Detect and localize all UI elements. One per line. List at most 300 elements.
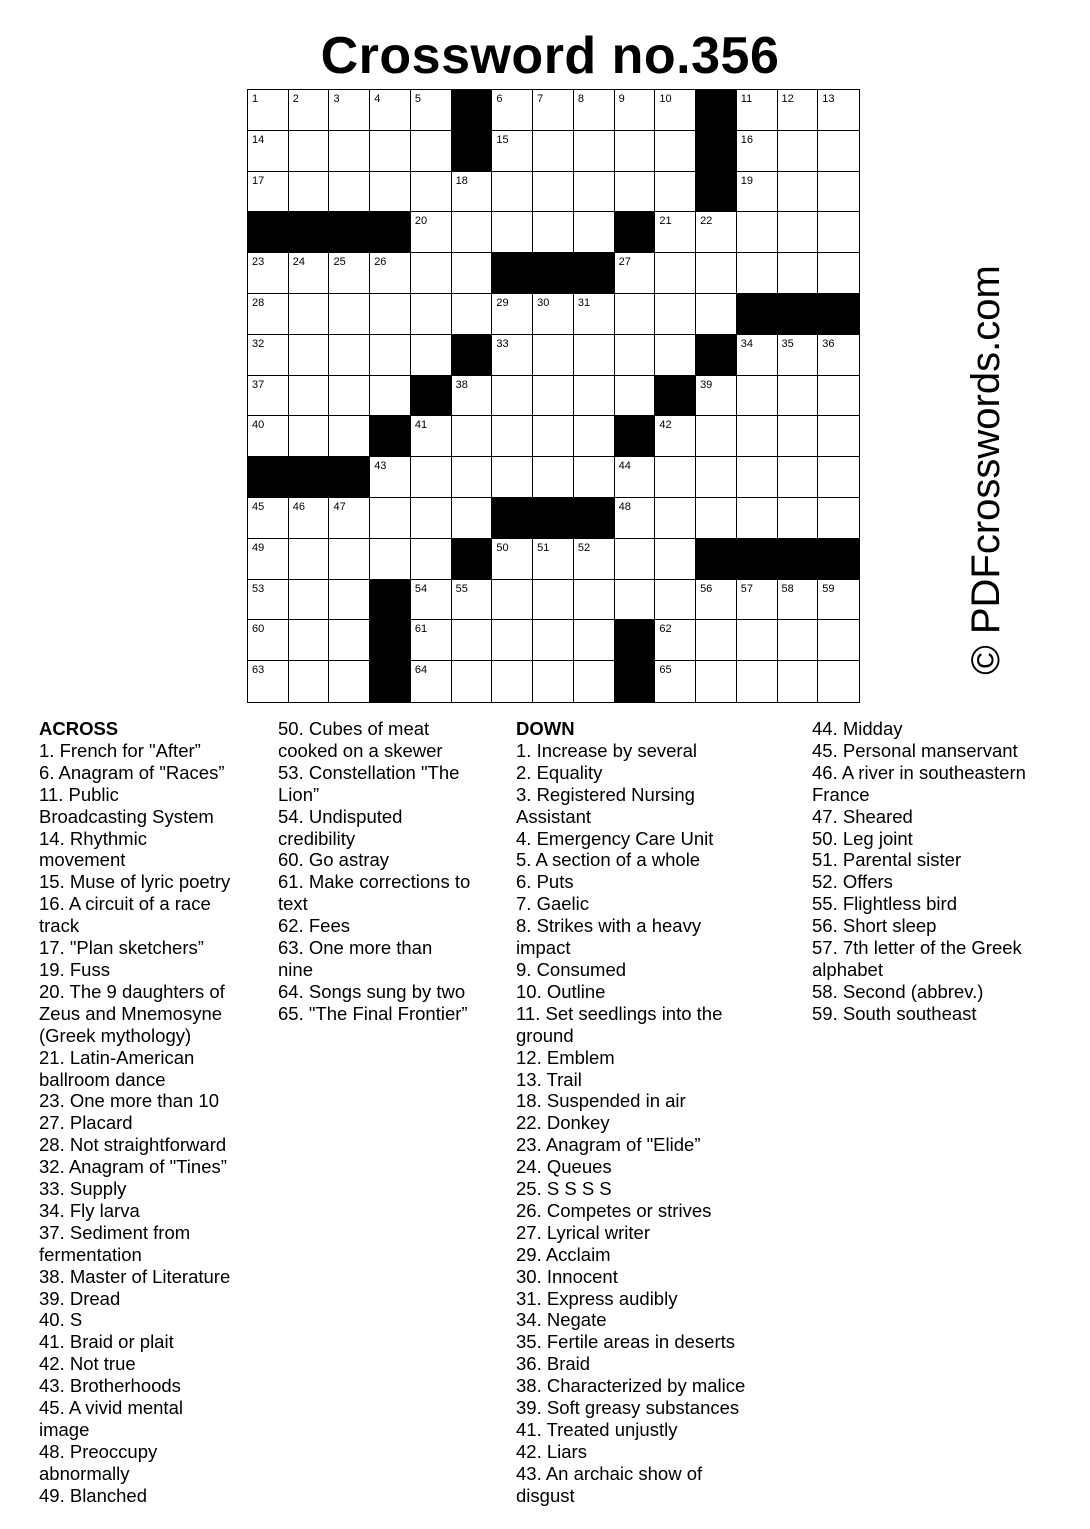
grid-cell[interactable] xyxy=(655,172,696,213)
grid-cell[interactable] xyxy=(818,376,859,417)
grid-cell[interactable] xyxy=(289,253,330,294)
grid-cell[interactable] xyxy=(329,661,370,702)
clue-number: 20 xyxy=(414,215,428,228)
grid-cell[interactable] xyxy=(818,212,859,253)
clue-number: 4 xyxy=(374,93,381,105)
grid-cell[interactable] xyxy=(329,620,370,661)
grid-cell[interactable] xyxy=(492,172,533,213)
block-cell xyxy=(737,539,778,580)
grid-cell[interactable] xyxy=(737,131,778,172)
grid-cell[interactable] xyxy=(818,498,859,539)
grid-cell[interactable] xyxy=(411,539,452,580)
grid-cell[interactable] xyxy=(778,335,819,376)
grid-cell[interactable] xyxy=(248,90,289,131)
grid-cell[interactable] xyxy=(248,172,289,213)
grid-cell[interactable] xyxy=(289,131,330,172)
grid-cell[interactable] xyxy=(615,335,656,376)
grid-cell[interactable] xyxy=(655,335,696,376)
grid-cell[interactable] xyxy=(248,661,289,702)
grid-cell[interactable] xyxy=(696,294,737,335)
grid-cell[interactable] xyxy=(818,335,859,376)
grid-cell[interactable] xyxy=(818,416,859,457)
clue-line: 50. Leg joint xyxy=(812,827,913,849)
grid-cell[interactable] xyxy=(615,253,656,294)
grid-cell[interactable] xyxy=(778,661,819,702)
grid-cell[interactable] xyxy=(329,90,370,131)
grid-cell[interactable] xyxy=(533,131,574,172)
grid-cell[interactable] xyxy=(492,539,533,580)
grid-cell[interactable] xyxy=(411,294,452,335)
grid-cell[interactable] xyxy=(778,416,819,457)
grid-cell[interactable] xyxy=(289,580,330,621)
grid-cell[interactable] xyxy=(411,498,452,539)
block-cell xyxy=(289,457,330,498)
grid-cell[interactable] xyxy=(248,539,289,580)
grid-cell[interactable] xyxy=(411,212,452,253)
clue-line: 27. Lyrical writer xyxy=(516,1221,650,1243)
clue-number: 6 xyxy=(496,93,503,105)
grid-cell[interactable] xyxy=(329,539,370,580)
clue-number: 60 xyxy=(252,623,265,636)
grid-cell[interactable] xyxy=(655,131,696,172)
grid-cell[interactable] xyxy=(737,498,778,539)
clue-line: 64. Songs sung by two xyxy=(278,980,466,1002)
clue-number: 50 xyxy=(496,541,509,554)
clue-line: 16. A circuit of a race xyxy=(39,893,211,915)
clue-line: 27. Placard xyxy=(39,1112,133,1134)
clue-line: 14. Rhythmic xyxy=(39,827,147,849)
grid-cell[interactable] xyxy=(248,253,289,294)
clue-line: 61. Make corrections to xyxy=(278,871,471,893)
grid-cell[interactable] xyxy=(411,457,452,498)
clue-number: 18 xyxy=(455,174,468,187)
clue-line: 45. A vivid mental xyxy=(39,1397,183,1419)
clue-number: 3 xyxy=(333,93,340,105)
clue-number: 65 xyxy=(659,664,672,677)
block-cell xyxy=(248,212,289,253)
grid-cell[interactable] xyxy=(329,580,370,621)
grid-cell[interactable] xyxy=(248,620,289,661)
block-cell xyxy=(452,539,493,580)
grid-cell[interactable] xyxy=(737,376,778,417)
grid-cell[interactable] xyxy=(696,416,737,457)
clue-number: 21 xyxy=(659,215,672,228)
grid-cell[interactable] xyxy=(492,620,533,661)
grid-cell[interactable] xyxy=(411,131,452,172)
grid-cell[interactable] xyxy=(370,539,411,580)
grid-cell[interactable] xyxy=(370,294,411,335)
clue-line: alphabet xyxy=(812,958,883,980)
clue-line: 40. S xyxy=(39,1309,83,1331)
grid-cell[interactable] xyxy=(329,131,370,172)
grid-cell[interactable] xyxy=(533,620,574,661)
block-cell xyxy=(696,90,737,131)
clue-number: 11 xyxy=(740,93,753,105)
grid-cell[interactable] xyxy=(492,335,533,376)
grid-cell[interactable] xyxy=(818,172,859,213)
block-cell xyxy=(615,212,656,253)
clue-line: 44. Midday xyxy=(812,718,903,739)
grid-cell[interactable] xyxy=(329,294,370,335)
clue-line: ground xyxy=(516,1024,574,1046)
clue-line: 63. One more than xyxy=(278,937,433,959)
clue-number: 63 xyxy=(252,664,265,677)
clue-number: 28 xyxy=(252,296,265,309)
grid-cell[interactable] xyxy=(778,620,819,661)
clue-line: nine xyxy=(278,958,313,980)
clue-line: 43. An archaic show of xyxy=(516,1462,703,1484)
grid-cell[interactable] xyxy=(737,620,778,661)
clue-column-down-2 xyxy=(812,718,1026,1025)
clue-number: 42 xyxy=(659,419,672,432)
grid-cell[interactable] xyxy=(452,498,493,539)
section-heading: ACROSS xyxy=(39,718,119,739)
grid-cell[interactable] xyxy=(411,253,452,294)
grid-cell[interactable] xyxy=(778,131,819,172)
clue-line: 38. Characterized by malice xyxy=(516,1375,746,1397)
clue-line: 22. Donkey xyxy=(516,1112,610,1134)
grid-cell[interactable] xyxy=(370,172,411,213)
block-cell xyxy=(452,335,493,376)
grid-cell[interactable] xyxy=(696,253,737,294)
clue-line: 48. Preoccupy xyxy=(39,1440,158,1462)
clue-line: 41. Braid or plait xyxy=(39,1331,174,1353)
grid-cell[interactable] xyxy=(411,172,452,213)
grid-cell[interactable] xyxy=(452,620,493,661)
clue-line: 17. "Plan sketchers” xyxy=(39,937,204,959)
clue-line: text xyxy=(278,893,308,915)
grid-cell[interactable] xyxy=(574,416,615,457)
grid-cell[interactable] xyxy=(737,253,778,294)
clue-number: 13 xyxy=(822,93,835,105)
grid-cell[interactable] xyxy=(615,172,656,213)
clue-number: 41 xyxy=(414,419,428,432)
puzzle-title: Crossword no.356 xyxy=(320,27,780,85)
grid-cell[interactable] xyxy=(615,457,656,498)
grid-cell[interactable] xyxy=(492,294,533,335)
block-cell xyxy=(696,539,737,580)
grid-cell[interactable] xyxy=(370,498,411,539)
grid-cell[interactable] xyxy=(655,539,696,580)
grid-cell[interactable] xyxy=(411,620,452,661)
clue-line: 30. Innocent xyxy=(516,1265,618,1287)
clue-number: 7 xyxy=(537,93,544,105)
clue-number: 45 xyxy=(252,500,265,513)
block-cell xyxy=(248,457,289,498)
grid-cell[interactable] xyxy=(655,457,696,498)
block-cell xyxy=(370,580,411,621)
grid-cell[interactable] xyxy=(778,212,819,253)
grid-cell[interactable] xyxy=(289,620,330,661)
grid-cell[interactable] xyxy=(329,172,370,213)
grid-cell[interactable] xyxy=(411,416,452,457)
grid-cell[interactable] xyxy=(737,416,778,457)
grid-cell[interactable] xyxy=(655,498,696,539)
grid-cell[interactable] xyxy=(574,620,615,661)
grid-cell[interactable] xyxy=(533,457,574,498)
grid-cell[interactable] xyxy=(737,457,778,498)
grid-cell[interactable] xyxy=(615,376,656,417)
grid-cell[interactable] xyxy=(574,539,615,580)
clue-number: 17 xyxy=(252,174,265,187)
grid-cell[interactable] xyxy=(289,661,330,702)
grid-cell[interactable] xyxy=(492,416,533,457)
grid-cell[interactable] xyxy=(737,335,778,376)
grid-cell[interactable] xyxy=(411,90,452,131)
clue-line: 46. A river in southeastern xyxy=(812,761,1026,783)
grid-cell[interactable] xyxy=(411,580,452,621)
grid-cell[interactable] xyxy=(289,294,330,335)
grid-cell[interactable] xyxy=(452,580,493,621)
grid-cell[interactable] xyxy=(452,376,493,417)
grid-cell[interactable] xyxy=(492,131,533,172)
clue-line: 47. Sheared xyxy=(812,805,913,827)
grid-cell[interactable] xyxy=(696,580,737,621)
grid-cell[interactable] xyxy=(289,376,330,417)
grid-cell[interactable] xyxy=(615,90,656,131)
grid-cell[interactable] xyxy=(411,661,452,702)
clue-line: 45. Personal manservant xyxy=(812,739,1018,761)
clue-line: 26. Competes or strives xyxy=(516,1199,712,1221)
clue-line: 6. Anagram of "Races” xyxy=(39,761,225,783)
grid-cell[interactable] xyxy=(289,416,330,457)
block-cell xyxy=(370,620,411,661)
grid-cell[interactable] xyxy=(574,335,615,376)
grid-cell[interactable] xyxy=(737,212,778,253)
block-cell xyxy=(370,661,411,702)
grid-cell[interactable] xyxy=(452,212,493,253)
clue-line: 1. French for "After” xyxy=(39,739,201,761)
grid-cell[interactable] xyxy=(370,131,411,172)
grid-cell[interactable] xyxy=(533,376,574,417)
clue-line: 53. Constellation "The xyxy=(278,761,460,783)
clue-line: 20. The 9 daughters of xyxy=(39,980,225,1002)
grid-cell[interactable] xyxy=(248,416,289,457)
grid-cell[interactable] xyxy=(818,131,859,172)
block-cell xyxy=(574,498,615,539)
clue-line: 11. Set seedlings into the xyxy=(516,1002,723,1024)
grid-cell[interactable] xyxy=(818,580,859,621)
grid-cell[interactable] xyxy=(289,335,330,376)
grid-cell[interactable] xyxy=(248,335,289,376)
clue-line: 37. Sediment from xyxy=(39,1221,191,1243)
grid-cell[interactable] xyxy=(615,131,656,172)
clue-number: 54 xyxy=(414,582,428,595)
grid-cell[interactable] xyxy=(615,539,656,580)
clue-line: 6. Puts xyxy=(516,871,574,893)
grid-cell[interactable] xyxy=(370,90,411,131)
grid-cell[interactable] xyxy=(615,294,656,335)
clue-number: 31 xyxy=(577,296,591,309)
clue-line: credibility xyxy=(278,827,356,849)
grid-cell[interactable] xyxy=(818,620,859,661)
grid-cell[interactable] xyxy=(533,90,574,131)
grid-cell[interactable] xyxy=(452,253,493,294)
grid-cell[interactable] xyxy=(289,90,330,131)
grid-cell[interactable] xyxy=(778,498,819,539)
grid-cell[interactable] xyxy=(778,172,819,213)
clue-number: 30 xyxy=(537,296,550,309)
clue-number: 14 xyxy=(252,133,265,146)
grid-cell[interactable] xyxy=(492,580,533,621)
grid-cell[interactable] xyxy=(574,294,615,335)
clue-line: France xyxy=(812,783,870,805)
clue-line: 8. Strikes with a heavy xyxy=(516,915,702,937)
grid-cell[interactable] xyxy=(329,498,370,539)
clue-number: 25 xyxy=(333,256,346,269)
grid-cell[interactable] xyxy=(574,457,615,498)
grid-cell[interactable] xyxy=(533,172,574,213)
grid-cell[interactable] xyxy=(492,457,533,498)
grid-cell[interactable] xyxy=(533,661,574,702)
grid-cell[interactable] xyxy=(248,376,289,417)
grid-cell[interactable] xyxy=(778,580,819,621)
grid-cell[interactable] xyxy=(818,457,859,498)
block-cell xyxy=(492,498,533,539)
grid-cell[interactable] xyxy=(696,661,737,702)
grid-cell[interactable] xyxy=(289,498,330,539)
grid-cell[interactable] xyxy=(655,253,696,294)
grid-cell[interactable] xyxy=(329,376,370,417)
clue-line: 7. Gaelic xyxy=(516,893,590,915)
block-cell xyxy=(778,294,819,335)
grid-cell[interactable] xyxy=(655,416,696,457)
clue-line: 42. Liars xyxy=(516,1440,587,1462)
grid-cell[interactable] xyxy=(452,294,493,335)
clue-line: 65. "The Final Frontier” xyxy=(278,1002,468,1024)
grid-cell[interactable] xyxy=(737,90,778,131)
grid-cell[interactable] xyxy=(655,620,696,661)
clue-line: image xyxy=(39,1419,90,1440)
grid-cell[interactable] xyxy=(370,376,411,417)
grid-cell[interactable] xyxy=(452,661,493,702)
grid-cell[interactable] xyxy=(778,253,819,294)
block-cell xyxy=(492,253,533,294)
clue-number: 9 xyxy=(618,93,625,105)
clue-number: 38 xyxy=(455,378,468,391)
grid-cell[interactable] xyxy=(615,498,656,539)
block-cell xyxy=(411,376,452,417)
grid-cell[interactable] xyxy=(655,661,696,702)
clue-line: 11. Public xyxy=(39,783,119,805)
grid-cell[interactable] xyxy=(329,253,370,294)
grid-cell[interactable] xyxy=(655,90,696,131)
grid-cell[interactable] xyxy=(818,90,859,131)
clue-number: 49 xyxy=(252,541,265,554)
grid-cell[interactable] xyxy=(818,661,859,702)
grid-cell[interactable] xyxy=(615,580,656,621)
grid-cell[interactable] xyxy=(533,335,574,376)
grid-cell[interactable] xyxy=(248,580,289,621)
clue-number: 27 xyxy=(618,256,631,269)
grid-cell[interactable] xyxy=(492,661,533,702)
clue-line: 55. Flightless bird xyxy=(812,893,957,915)
grid-cell[interactable] xyxy=(778,457,819,498)
clue-number: 22 xyxy=(700,215,713,228)
grid-cell[interactable] xyxy=(492,212,533,253)
clue-line: 21. Latin-American xyxy=(39,1046,195,1068)
grid-cell[interactable] xyxy=(492,90,533,131)
grid-cell[interactable] xyxy=(533,212,574,253)
grid-cell[interactable] xyxy=(248,131,289,172)
grid-cell[interactable] xyxy=(574,376,615,417)
grid-cell[interactable] xyxy=(655,212,696,253)
grid-cell[interactable] xyxy=(737,172,778,213)
grid-cell[interactable] xyxy=(370,457,411,498)
clue-column-across-1 xyxy=(39,718,230,1507)
block-cell xyxy=(615,416,656,457)
grid-cell[interactable] xyxy=(533,539,574,580)
clue-number: 23 xyxy=(252,256,265,269)
grid-cell[interactable] xyxy=(533,294,574,335)
grid-cell[interactable] xyxy=(370,335,411,376)
grid-cell[interactable] xyxy=(574,172,615,213)
clue-number: 61 xyxy=(414,623,428,636)
grid-cell[interactable] xyxy=(696,620,737,661)
grid-cell[interactable] xyxy=(533,580,574,621)
clue-line: ballroom dance xyxy=(39,1068,166,1090)
grid-cell[interactable] xyxy=(492,376,533,417)
grid-cell[interactable] xyxy=(737,580,778,621)
clue-line: 58. Second (abbrev.) xyxy=(812,980,984,1002)
grid-cell[interactable] xyxy=(411,335,452,376)
grid-cell[interactable] xyxy=(248,498,289,539)
block-cell xyxy=(452,131,493,172)
grid-cell[interactable] xyxy=(329,335,370,376)
clue-line: Zeus and Mnemosyne xyxy=(39,1002,223,1024)
clue-line: 5. A section of a whole xyxy=(516,849,701,871)
grid-cell[interactable] xyxy=(452,457,493,498)
grid-cell[interactable] xyxy=(248,294,289,335)
grid-cell[interactable] xyxy=(655,294,696,335)
grid-cell[interactable] xyxy=(574,661,615,702)
grid-cell[interactable] xyxy=(696,376,737,417)
clue-number: 10 xyxy=(659,93,672,105)
clue-line: 23. Anagram of "Elide” xyxy=(516,1134,701,1156)
grid-cell[interactable] xyxy=(818,253,859,294)
clue-line: 60. Go astray xyxy=(278,849,390,871)
grid-cell[interactable] xyxy=(329,416,370,457)
block-cell xyxy=(289,212,330,253)
grid-cell[interactable] xyxy=(655,580,696,621)
grid-cell[interactable] xyxy=(778,376,819,417)
clue-line: Lion” xyxy=(278,783,320,805)
grid-cell[interactable] xyxy=(737,661,778,702)
grid-cell[interactable] xyxy=(696,498,737,539)
grid-cell[interactable] xyxy=(696,457,737,498)
grid-cell[interactable] xyxy=(452,416,493,457)
grid-cell[interactable] xyxy=(574,580,615,621)
grid-cell[interactable] xyxy=(533,416,574,457)
grid-cell[interactable] xyxy=(574,131,615,172)
grid-cell[interactable] xyxy=(696,212,737,253)
clue-line: 35. Fertile areas in deserts xyxy=(516,1331,736,1353)
grid-cell[interactable] xyxy=(289,539,330,580)
grid-cell[interactable] xyxy=(452,172,493,213)
grid-cell[interactable] xyxy=(574,90,615,131)
grid-cell[interactable] xyxy=(778,90,819,131)
block-cell xyxy=(737,294,778,335)
grid-cell[interactable] xyxy=(289,172,330,213)
clue-line: track xyxy=(39,915,80,937)
grid-cell[interactable] xyxy=(574,212,615,253)
clue-line: 54. Undisputed xyxy=(278,805,403,827)
clue-number: 56 xyxy=(700,582,713,595)
grid-cell[interactable] xyxy=(370,253,411,294)
clue-number: 40 xyxy=(252,419,265,432)
clue-line: 36. Braid xyxy=(516,1353,591,1375)
clue-line: 18. Suspended in air xyxy=(516,1090,686,1112)
